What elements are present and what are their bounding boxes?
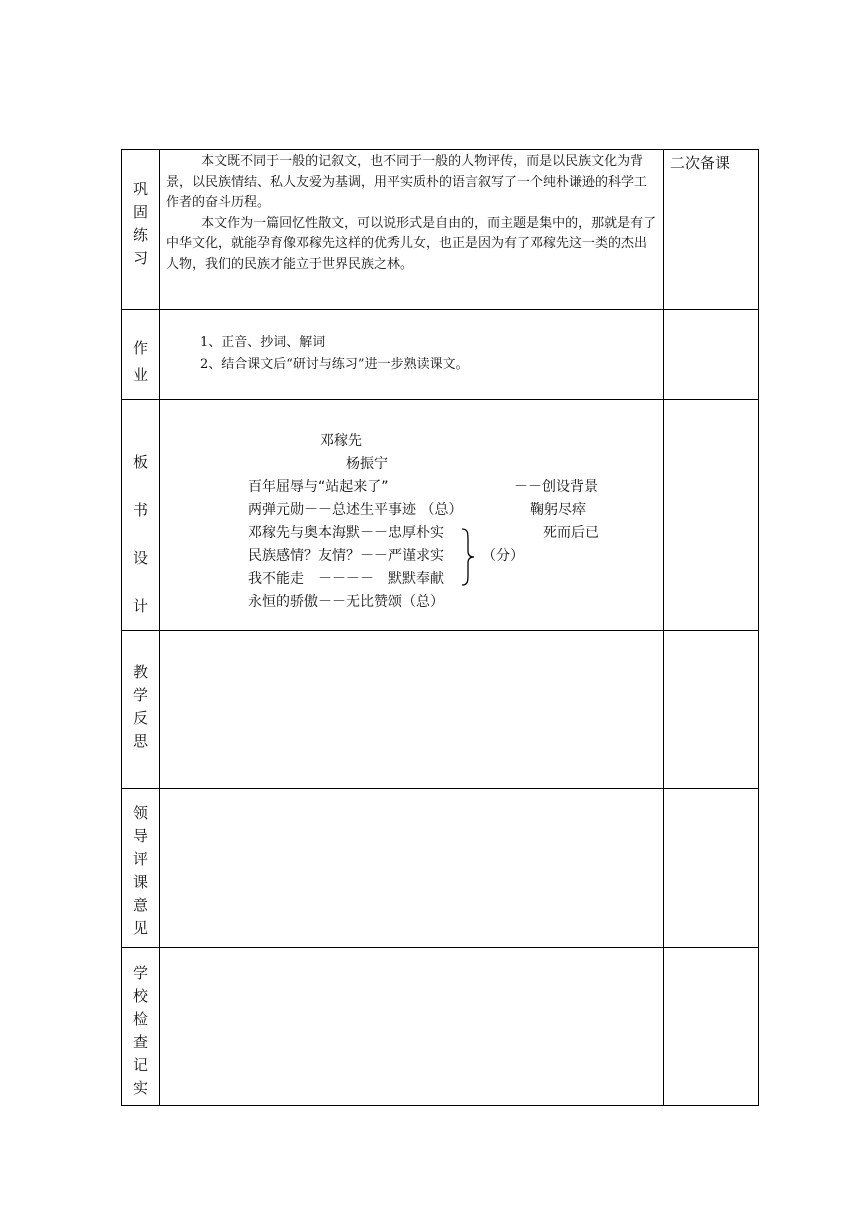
- label-char: 见: [132, 919, 148, 937]
- homework-item-1: 1、正音、抄词、解词: [200, 335, 326, 350]
- label-char: 设: [132, 549, 148, 567]
- label-char: 习: [132, 249, 148, 267]
- note-cell: [664, 400, 759, 631]
- practice-paragraph-2: 本文作为一篇回忆性散文，可以说形式是自由的，而主题是集中的，那就是有了中华文化，就能孕育像邓稼先这样的优秀儿女，也正是因为有了邓稼先这一类的杰出人物，我们的民族才能立于世界民族之林。: [166, 215, 657, 272]
- row-label: [122, 789, 159, 940]
- label-char: 教: [132, 663, 148, 681]
- lesson-plan-table: [121, 149, 759, 1106]
- row-label-cell: [122, 631, 160, 789]
- practice-text: [160, 150, 663, 275]
- board-content-cell: [160, 400, 664, 631]
- row-homework: [122, 310, 759, 400]
- row-label-text: [122, 661, 159, 753]
- label-char: 学: [132, 964, 148, 982]
- board-line-2: 两弹元勋－－总述生平事迹 （总）: [248, 502, 463, 518]
- label-char: 思: [132, 732, 148, 750]
- reflection-content-cell: [160, 631, 664, 789]
- row-label-cell: [122, 310, 160, 400]
- second-preparation-label: 二次备课: [670, 154, 731, 172]
- row-label-cell: [122, 789, 160, 948]
- label-char: 校: [132, 987, 148, 1005]
- row-label-text: [122, 802, 159, 940]
- label-char: 练: [132, 226, 148, 244]
- row-practice: [122, 150, 759, 310]
- label-char: 领: [132, 804, 148, 822]
- label-char: 固: [132, 203, 148, 221]
- row-label-text: [122, 335, 159, 389]
- note-cell: [664, 150, 759, 310]
- row-board-design: [122, 400, 759, 631]
- label-char: 作: [132, 339, 148, 357]
- note-cell: [664, 631, 759, 789]
- board-line-5: 我不能走 －－－－ 默默奉献: [248, 571, 444, 587]
- homework-content-cell: [160, 310, 664, 400]
- board-author: 杨振宁: [346, 456, 388, 472]
- board-line-3-right: 死而后已: [543, 525, 599, 541]
- board-title: 邓稼先: [320, 433, 362, 449]
- label-char: 检: [132, 1010, 148, 1028]
- board-line-4: 民族感情？友情？－－严谨求实: [248, 548, 444, 564]
- label-char: 板: [132, 453, 148, 471]
- row-label-text: [122, 178, 159, 270]
- note-cell: [664, 789, 759, 948]
- row-label: [122, 400, 159, 630]
- row-leader-comments: [122, 789, 759, 948]
- label-char: 记: [132, 1056, 148, 1074]
- leader-comments-content-cell: [160, 789, 664, 948]
- board-design: [160, 400, 663, 628]
- label-char: 实: [132, 1079, 148, 1097]
- board-line-1: 百年屈辱与“站起来了”: [248, 479, 389, 495]
- curly-brace-icon: [460, 528, 480, 586]
- label-char: 书: [132, 501, 148, 519]
- row-label-text: [122, 962, 159, 1100]
- label-char: 评: [132, 850, 148, 868]
- board-line-1-right: －－创设背景: [514, 479, 598, 495]
- practice-paragraph-1: 本文既不同于一般的记叙文，也不同于一般的人物评传，而是以民族文化为背景，以民族情结、私人友爱为基调，用平实质朴的语言叙写了一个纯朴谦逊的科学工作者的奋斗历程。: [166, 154, 648, 210]
- practice-content-cell: [160, 150, 664, 310]
- row-reflection: [122, 631, 759, 789]
- label-char: 导: [132, 827, 148, 845]
- row-label-text: [122, 438, 159, 630]
- row-label-cell: [122, 400, 160, 631]
- label-char: 学: [132, 686, 148, 704]
- row-label: [122, 150, 159, 270]
- board-line-4-mark: （分）: [482, 548, 524, 564]
- label-char: 查: [132, 1033, 148, 1051]
- board-line-3: 邓稼先与奥本海默－－忠厚朴实: [248, 525, 444, 541]
- row-label: [122, 948, 159, 1100]
- board-line-6: 永恒的骄傲－－无比赞颂（总）: [248, 594, 444, 610]
- homework-list: [160, 310, 663, 376]
- row-label: [122, 310, 159, 389]
- row-label-cell: [122, 948, 160, 1106]
- homework-item-2: 2、结合课文后“研讨与练习”进一步熟读课文。: [200, 357, 469, 372]
- note-cell: [664, 310, 759, 400]
- row-label-cell: [122, 150, 160, 310]
- label-char: 反: [132, 709, 148, 727]
- note-cell: [664, 948, 759, 1106]
- label-char: 业: [132, 366, 148, 384]
- school-inspection-content-cell: [160, 948, 664, 1106]
- board-line-2-right: 鞠躬尽瘁: [530, 502, 586, 518]
- label-char: 课: [132, 873, 148, 891]
- label-char: 巩: [132, 180, 148, 198]
- row-school-inspection: [122, 948, 759, 1106]
- label-char: 计: [132, 597, 148, 615]
- row-label: [122, 631, 159, 753]
- label-char: 意: [132, 896, 148, 914]
